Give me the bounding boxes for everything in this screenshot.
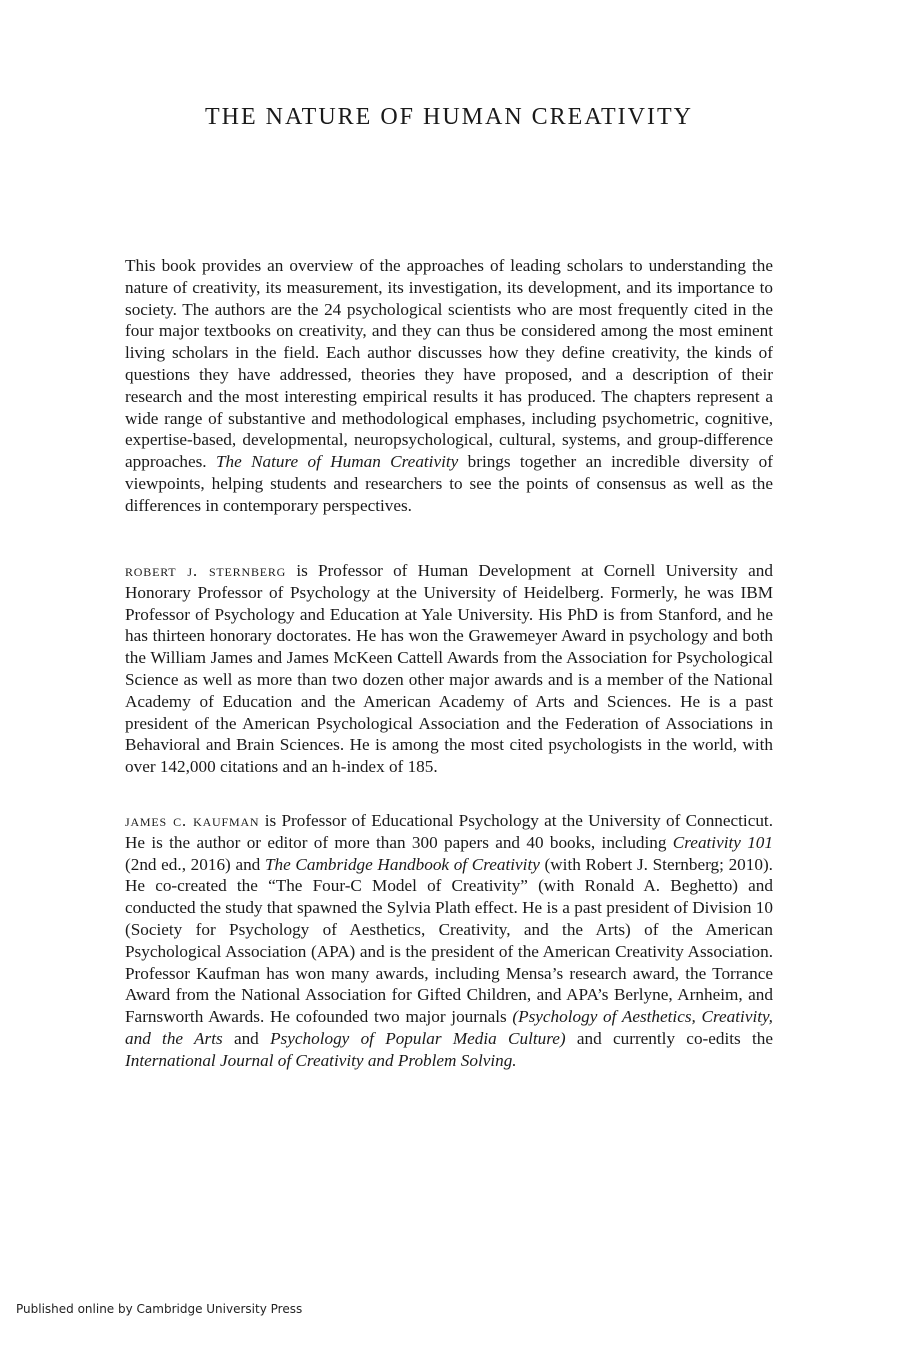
kaufman-bio-text-3: (with Robert J. Sternberg; 2010). He co-created the “The Four-C Model of Creativity” (with Ronald A. Beghetto) and conducted the study that spawned the Sylvia Plath effect. He is a past president of Division 10 (Society for Psychology of Aesthetics, Creativity, and the Arts) of the American Psychological Association (APA) and is the president of the American Creativity Association. Professor Kaufman has won many awards, including Mensa’s research award, the Torrance Award from the National Association for Gifted Children, and APA’s Berlyne, Arnheim, and Farnsworth Awards. He cofounded two major journals	[125, 854, 773, 1027]
publisher-footer: Published online by Cambridge University Press	[16, 1302, 303, 1316]
kaufman-journal-1: (Psychology of Aesthetics, Creativity, and the Arts	[125, 1007, 773, 1048]
kaufman-bio-text-1: is Professor of Educational Psychology at the University of Connecticut. He is the author or editor of more than 300 papers and 40 books, including	[125, 811, 773, 852]
description-text: This book provides an overview of the approaches of leading scholars to understanding the nature of creativity, its measurement, its investigation, its development, and its importance to society. The authors are the 24 psychological scientists who are most frequently cited in the four major textbooks on creativity, and they can thus be considered among the most eminent living scholars in the field. Each author discusses how they define creativity, the kinds of questions they have addressed, theories they have proposed, and a description of their research and the most interesting empirical results it has produced. The chapters represent a wide range of substantive and methodological emphases, including psychometric, cognitive, expertise-based, developmental, neuropsychological, cultural, systems, and group-difference approaches.	[125, 256, 773, 472]
kaufman-journal-2: Psychology of Popular Media Culture)	[270, 1028, 566, 1048]
author-name-sternberg: robert j. sternberg	[125, 561, 287, 580]
kaufman-bio-text-4: and	[222, 1028, 271, 1048]
kaufman-bio-text-5: and currently co-edits the	[565, 1028, 773, 1048]
book-description	[125, 255, 773, 517]
kaufman-bio-text-2: (2nd ed., 2016) and	[125, 854, 265, 874]
book-title: THE NATURE OF HUMAN CREATIVITY	[205, 104, 693, 130]
description-text-end: brings together an incredible diversity of viewpoints, helping students and researchers to see the points of consensus as well as the differences in contemporary perspectives.	[125, 452, 774, 515]
sternberg-bio	[125, 560, 773, 778]
author-name-kaufman: james c. kaufman	[125, 811, 260, 830]
sternberg-bio-text: is Professor of Human Development at Cornell University and Honorary Professor of Psychology at the University of Heidelberg. Formerly, he was IBM Professor of Psychology and Education at Yale University. His PhD is from Stanford, and he has thirteen honorary doctorates. He has won the Grawemeyer Award in psychology and both the William James and James McKeen Cattell Awards from the Association for Psychological Science as well as more than two dozen other major awards and is a member of the National Academy of Education and the American Academy of Arts and Sciences. He is a past president of the American Psychological Association and the Federation of Associations in Behavioral and Brain Sciences. He is among the most cited psychologists in the world, with over 142,000 citations and an h-index of 185.	[125, 561, 773, 777]
kaufman-book-1: Creativity 101	[672, 832, 773, 852]
kaufman-book-2: The Cambridge Handbook of Creativity	[264, 854, 540, 874]
kaufman-bio	[125, 810, 773, 1072]
description-title-italic: The Nature of Human Creativity	[215, 452, 459, 472]
kaufman-journal-3: International Journal of Creativity and Problem Solving.	[125, 1050, 517, 1070]
